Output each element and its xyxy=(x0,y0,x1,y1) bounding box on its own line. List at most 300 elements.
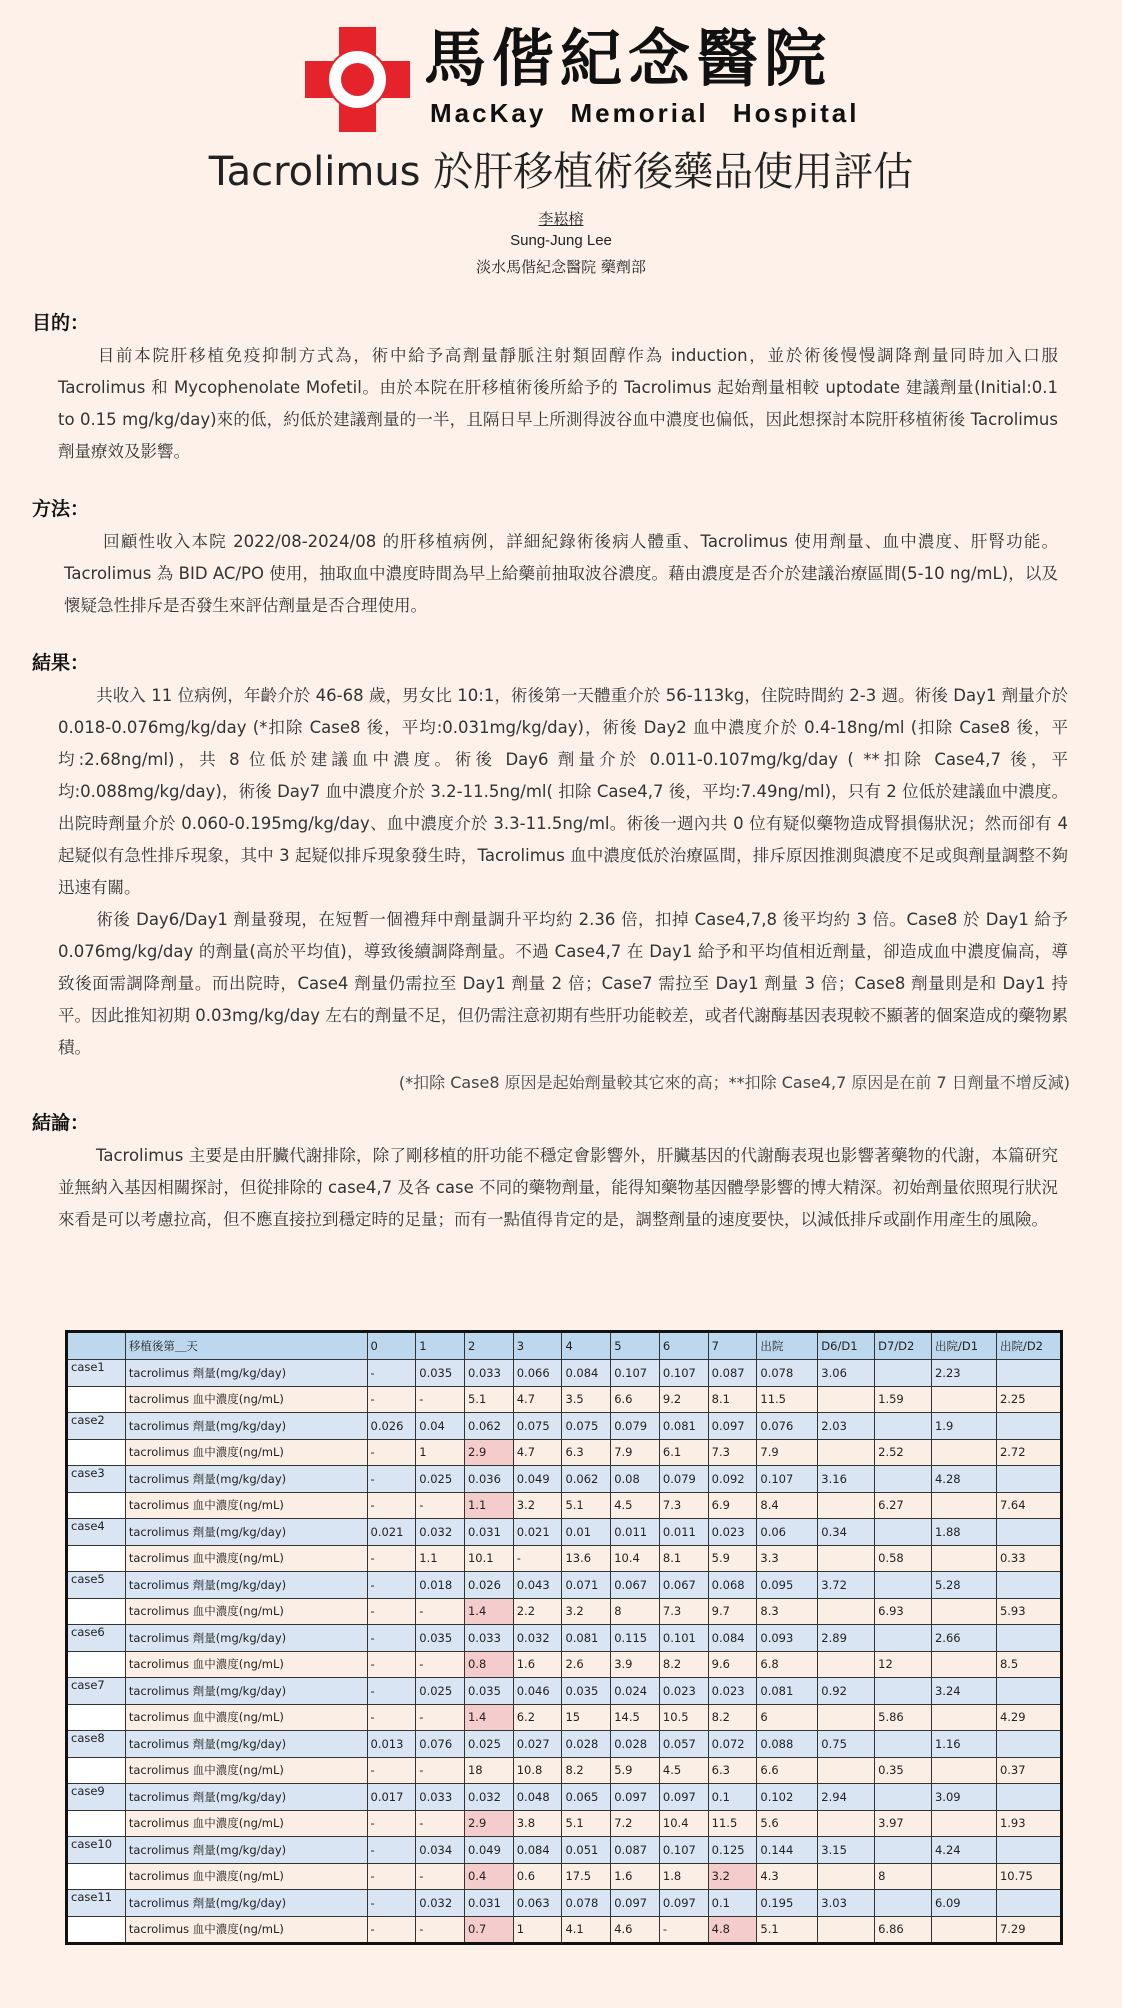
case-name-cell: case2 xyxy=(67,1413,126,1440)
table-cell: 7.29 xyxy=(996,1916,1061,1944)
results-text-2: 術後 Day6/Day1 劑量發現，在短暫一個禮拜中劑量調升平均約 2.36 倍，扣掉 Case4,7,8 後平均約 3 倍。Case8 於 Day1 給予 0.076mg/kg/day 的劑量(高於平均值)，導致後續調降劑量。不過 Case4,7 在 Day1 給予和平均值相近劑量，卻造成血中濃度偏高，導致後面需調降劑量。而出院時，Case4 劑量仍需拉至 Day1 劑量 2 倍；Case7 需拉至 Day1 劑量 3 倍；Case8 劑量則是和 Day1 持平。因此推知初期 0.03mg/kg/day 左右的劑量不足，但仍需注意初期有些肝功能較差，或者代謝酶基因表現較不顯著的個案造成的藥物累積。 xyxy=(58,910,1068,1057)
table-cell: 0.6 xyxy=(513,1863,562,1890)
table-row xyxy=(67,1572,1062,1599)
table-row xyxy=(67,1439,1062,1466)
table-cell: 5.86 xyxy=(875,1704,932,1731)
table-cell: 0.097 xyxy=(708,1413,757,1440)
table-cell: 0.067 xyxy=(611,1572,660,1599)
table-row xyxy=(67,1916,1062,1944)
table-cell: 0.4 xyxy=(464,1863,513,1890)
table-cell: 7.3 xyxy=(659,1598,708,1625)
dose-label-cell: tacrolimus 劑量(mg/kg/day) xyxy=(125,1784,367,1811)
table-cell xyxy=(818,1757,875,1784)
table-cell: 4.6 xyxy=(611,1916,660,1944)
concentration-label-cell: tacrolimus 血中濃度(ng/mL) xyxy=(125,1545,367,1572)
table-cell: 8.5 xyxy=(996,1651,1061,1678)
table-cell: 0.021 xyxy=(367,1519,416,1546)
table-cell: 4.8 xyxy=(708,1916,757,1944)
purpose-heading: 目的： xyxy=(32,312,90,334)
method-text: 回顧性收入本院 2022/08-2024/08 的肝移植病例，詳細紀錄術後病人體重、Tacrolimus 使用劑量、血中濃度、肝腎功能。Tacrolimus 為 BID AC/PO 使用，抽取血中濃度時間為早上給藥前抽取波谷濃度。藉由濃度是否介於建議治療區間(5-10 ng/mL)，以及懷疑急性排斥是否發生來評估劑量是否合理使用。 xyxy=(64,532,1058,615)
table-cell: 0.035 xyxy=(562,1678,611,1705)
table-cell: 17.5 xyxy=(562,1863,611,1890)
table-row xyxy=(67,1598,1062,1625)
table-cell: 0.033 xyxy=(464,1625,513,1652)
table-cell xyxy=(996,1519,1061,1546)
table-cell xyxy=(931,1386,996,1413)
case-name-cell: case9 xyxy=(67,1784,126,1811)
table-cell: 3.9 xyxy=(611,1651,660,1678)
case-name-cell xyxy=(67,1863,126,1890)
table-cell: - xyxy=(367,1545,416,1572)
table-cell: 0.34 xyxy=(818,1519,875,1546)
table-cell: 2.9 xyxy=(464,1439,513,1466)
table-header-cell: 3 xyxy=(513,1332,562,1360)
table-cell: 0.097 xyxy=(659,1890,708,1917)
table-cell: 0.084 xyxy=(562,1360,611,1387)
table-cell: 0.028 xyxy=(611,1731,660,1758)
table-cell: 3.2 xyxy=(562,1598,611,1625)
table-header-row xyxy=(67,1332,1062,1360)
dose-label-cell: tacrolimus 劑量(mg/kg/day) xyxy=(125,1360,367,1387)
table-cell: 8 xyxy=(875,1863,932,1890)
table-cell xyxy=(931,1863,996,1890)
table-cell xyxy=(875,1466,932,1493)
table-cell: 4.5 xyxy=(659,1757,708,1784)
table-cell: 0.032 xyxy=(416,1890,465,1917)
table-cell: 0.078 xyxy=(757,1360,818,1387)
table-cell: 3.8 xyxy=(513,1810,562,1837)
table-cell: 3.2 xyxy=(708,1863,757,1890)
table-cell: 0.8 xyxy=(464,1651,513,1678)
table-cell: 0.088 xyxy=(757,1731,818,1758)
table-header-cell: 出院/D2 xyxy=(996,1332,1061,1360)
table-cell: 0.023 xyxy=(659,1678,708,1705)
table-cell: 0.102 xyxy=(757,1784,818,1811)
dose-label-cell: tacrolimus 劑量(mg/kg/day) xyxy=(125,1466,367,1493)
results-heading: 結果： xyxy=(32,652,90,674)
table-cell: 1.8 xyxy=(659,1863,708,1890)
table-header-cell xyxy=(67,1332,126,1360)
page-title: Tacrolimus 於肝移植術後藥品使用評估 xyxy=(208,149,914,195)
table-cell: 0.072 xyxy=(708,1731,757,1758)
table-cell: 3.24 xyxy=(931,1678,996,1705)
table-cell: - xyxy=(367,1704,416,1731)
table-cell xyxy=(818,1492,875,1519)
method-heading: 方法： xyxy=(32,498,90,520)
table-cell: 0.049 xyxy=(464,1837,513,1864)
concentration-label-cell: tacrolimus 血中濃度(ng/mL) xyxy=(125,1598,367,1625)
table-cell: 9.2 xyxy=(659,1386,708,1413)
table-cell: 4.28 xyxy=(931,1466,996,1493)
table-cell: 6.09 xyxy=(931,1890,996,1917)
table-cell xyxy=(931,1810,996,1837)
table-cell: 0.084 xyxy=(708,1625,757,1652)
table-cell: 0.062 xyxy=(562,1466,611,1493)
table-header-cell: 7 xyxy=(708,1332,757,1360)
dose-label-cell: tacrolimus 劑量(mg/kg/day) xyxy=(125,1731,367,1758)
table-cell: 0.081 xyxy=(757,1678,818,1705)
conclusion-text: Tacrolimus 主要是由肝臟代謝排除，除了剛移植的肝功能不穩定會影響外，肝臟基因的代謝酶表現也影響著藥物的代謝，本篇研究並無納入基因相關探討，但從排除的 case4,7 及各 case 不同的藥物劑量，能得知藥物基因體學影響的博大精深。初始劑量依照現行狀況來看是可以考慮拉高，但不應直接拉到穩定時的足量；而有一點值得肯定的是，調整劑量的速度要快，以減低排斥或副作用產生的風險。 xyxy=(58,1146,1058,1229)
conclusion-paragraph xyxy=(58,1140,1058,1236)
table-cell: 3.06 xyxy=(818,1360,875,1387)
table-cell: 0.093 xyxy=(757,1625,818,1652)
case-name-cell: case10 xyxy=(67,1837,126,1864)
table-cell: 0.92 xyxy=(818,1678,875,1705)
table-cell: 0.087 xyxy=(611,1837,660,1864)
table-cell xyxy=(996,1413,1061,1440)
table-cell: 0.101 xyxy=(659,1625,708,1652)
table-cell: - xyxy=(367,1492,416,1519)
table-cell: 5.28 xyxy=(931,1572,996,1599)
table-cell: 8.3 xyxy=(757,1598,818,1625)
table-row xyxy=(67,1837,1062,1864)
table-cell: 1.1 xyxy=(416,1545,465,1572)
table-cell xyxy=(931,1439,996,1466)
table-cell: 0.046 xyxy=(513,1678,562,1705)
table-cell xyxy=(875,1413,932,1440)
table-header-cell: 出院/D1 xyxy=(931,1332,996,1360)
table-cell xyxy=(818,1598,875,1625)
table-cell xyxy=(931,1492,996,1519)
author-name-english: Sung-Jung Lee xyxy=(510,232,612,249)
table-cell: 0.115 xyxy=(611,1625,660,1652)
case-name-cell xyxy=(67,1651,126,1678)
table-cell: 0.025 xyxy=(416,1466,465,1493)
table-cell: - xyxy=(416,1810,465,1837)
table-cell: 6.1 xyxy=(659,1439,708,1466)
table-cell: - xyxy=(416,1757,465,1784)
table-cell: 7.9 xyxy=(757,1439,818,1466)
table-cell: 0.025 xyxy=(464,1731,513,1758)
table-cell: 4.7 xyxy=(513,1439,562,1466)
author-name-chinese: 李崧榕 xyxy=(538,210,584,228)
table-cell: 1.9 xyxy=(931,1413,996,1440)
table-cell: 8.1 xyxy=(708,1386,757,1413)
case-name-cell: case5 xyxy=(67,1572,126,1599)
table-cell: 3.2 xyxy=(513,1492,562,1519)
results-paragraph-1 xyxy=(58,680,1068,904)
hospital-header xyxy=(0,22,1122,132)
table-cell: - xyxy=(367,1625,416,1652)
table-cell: 0.013 xyxy=(367,1731,416,1758)
table-cell: 0.079 xyxy=(611,1413,660,1440)
table-row xyxy=(67,1466,1062,1493)
case-name-cell xyxy=(67,1598,126,1625)
dose-concentration-table xyxy=(65,1330,1063,1945)
table-cell: 0.011 xyxy=(659,1519,708,1546)
table-cell xyxy=(818,1439,875,1466)
table-cell xyxy=(996,1625,1061,1652)
table-cell: - xyxy=(367,1651,416,1678)
table-cell: 1.6 xyxy=(513,1651,562,1678)
table-cell: 7.3 xyxy=(708,1439,757,1466)
table-cell: - xyxy=(367,1916,416,1944)
table-cell: 10.1 xyxy=(464,1545,513,1572)
table-cell: 1.59 xyxy=(875,1386,932,1413)
case-name-cell: case4 xyxy=(67,1519,126,1546)
table-cell: 0.097 xyxy=(659,1784,708,1811)
concentration-label-cell: tacrolimus 血中濃度(ng/mL) xyxy=(125,1810,367,1837)
table-cell: 6.8 xyxy=(757,1651,818,1678)
table-cell: 3.72 xyxy=(818,1572,875,1599)
table-cell xyxy=(996,1572,1061,1599)
table-cell: 5.1 xyxy=(464,1386,513,1413)
dose-label-cell: tacrolimus 劑量(mg/kg/day) xyxy=(125,1572,367,1599)
table-cell: 0.081 xyxy=(659,1413,708,1440)
table-cell: 0.035 xyxy=(416,1625,465,1652)
table-cell: 4.5 xyxy=(611,1492,660,1519)
table-cell: 12 xyxy=(875,1651,932,1678)
dose-label-cell: tacrolimus 劑量(mg/kg/day) xyxy=(125,1625,367,1652)
table-cell: 2.52 xyxy=(875,1439,932,1466)
hospital-name-chinese: 馬偕紀念醫院 xyxy=(424,22,833,95)
table-cell xyxy=(996,1360,1061,1387)
table-cell xyxy=(818,1545,875,1572)
table-cell: 0.031 xyxy=(464,1519,513,1546)
table-cell: 10.75 xyxy=(996,1863,1061,1890)
table-cell: 0.081 xyxy=(562,1625,611,1652)
table-cell xyxy=(875,1731,932,1758)
table-cell: 5.9 xyxy=(708,1545,757,1572)
table-cell: 4.29 xyxy=(996,1704,1061,1731)
table-cell: 0.062 xyxy=(464,1413,513,1440)
table-cell: 0.048 xyxy=(513,1784,562,1811)
table-cell: 0.076 xyxy=(416,1731,465,1758)
case-name-cell: case8 xyxy=(67,1731,126,1758)
table-cell: 0.097 xyxy=(611,1784,660,1811)
table-cell: 2.9 xyxy=(464,1810,513,1837)
concentration-label-cell: tacrolimus 血中濃度(ng/mL) xyxy=(125,1757,367,1784)
dose-label-cell: tacrolimus 劑量(mg/kg/day) xyxy=(125,1678,367,1705)
table-cell: 6.2 xyxy=(513,1704,562,1731)
table-cell: 0.7 xyxy=(464,1916,513,1944)
table-cell: 10.4 xyxy=(659,1810,708,1837)
table-cell: - xyxy=(367,1810,416,1837)
table-cell: 6.9 xyxy=(708,1492,757,1519)
table-cell: 0.027 xyxy=(513,1731,562,1758)
table-cell: 2.23 xyxy=(931,1360,996,1387)
table-header-cell: D7/D2 xyxy=(875,1332,932,1360)
table-cell: 0.078 xyxy=(562,1890,611,1917)
table-cell: - xyxy=(367,1837,416,1864)
table-cell xyxy=(931,1704,996,1731)
table-cell: 6.27 xyxy=(875,1492,932,1519)
table-cell: 0.04 xyxy=(416,1413,465,1440)
table-cell: 0.032 xyxy=(464,1784,513,1811)
table-cell: - xyxy=(416,1916,465,1944)
table-cell: 9.6 xyxy=(708,1651,757,1678)
table-cell: 0.032 xyxy=(513,1625,562,1652)
table-cell: 5.9 xyxy=(611,1757,660,1784)
table-cell: 8.4 xyxy=(757,1492,818,1519)
method-paragraph xyxy=(64,526,1058,622)
table-cell: 5.1 xyxy=(562,1492,611,1519)
table-header-cell: 1 xyxy=(416,1332,465,1360)
table-cell xyxy=(818,1386,875,1413)
table-cell: 0.075 xyxy=(513,1413,562,1440)
table-cell: 6.86 xyxy=(875,1916,932,1944)
table-cell: - xyxy=(367,1757,416,1784)
table-cell: 0.026 xyxy=(367,1413,416,1440)
table-header-cell: 5 xyxy=(611,1332,660,1360)
table-cell: 0.057 xyxy=(659,1731,708,1758)
hospital-name-english: MacKay Memorial Hospital xyxy=(430,98,860,128)
table-cell xyxy=(875,1678,932,1705)
table-cell: 0.049 xyxy=(513,1466,562,1493)
table-cell: 8 xyxy=(611,1598,660,1625)
table-cell: 10.5 xyxy=(659,1704,708,1731)
table-row xyxy=(67,1731,1062,1758)
table-header-cell: 移植後第＿天 xyxy=(125,1332,367,1360)
table-cell xyxy=(875,1572,932,1599)
table-cell xyxy=(875,1784,932,1811)
case-name-cell xyxy=(67,1545,126,1572)
table-cell: - xyxy=(416,1386,465,1413)
table-row xyxy=(67,1413,1062,1440)
hospital-logo-icon xyxy=(305,27,410,132)
table-cell: 6 xyxy=(757,1704,818,1731)
table-header-cell: D6/D1 xyxy=(818,1332,875,1360)
table-row xyxy=(67,1890,1062,1917)
table-cell: 0.043 xyxy=(513,1572,562,1599)
table-cell: 5.1 xyxy=(562,1810,611,1837)
table-cell: 7.3 xyxy=(659,1492,708,1519)
table-row xyxy=(67,1360,1062,1387)
table-row xyxy=(67,1545,1062,1572)
table-cell: 0.097 xyxy=(611,1890,660,1917)
table-cell: 0.084 xyxy=(513,1837,562,1864)
table-cell: 4.1 xyxy=(562,1916,611,1944)
case-name-cell xyxy=(67,1386,126,1413)
dose-label-cell: tacrolimus 劑量(mg/kg/day) xyxy=(125,1890,367,1917)
table-cell: - xyxy=(367,1572,416,1599)
table-cell: 18 xyxy=(464,1757,513,1784)
table-cell: 0.092 xyxy=(708,1466,757,1493)
table-cell: 0.023 xyxy=(708,1519,757,1546)
case-name-cell: case6 xyxy=(67,1625,126,1652)
purpose-text: 目前本院肝移植免疫抑制方式為，術中給予高劑量靜脈注射類固醇作為 induction，並於術後慢慢調降劑量同時加入口服 Tacrolimus 和 Mycophenolate Mofetil。由於本院在肝移植術後所給予的 Tacrolimus 起始劑量相較 uptodate 建議劑量(Initial:0.1 to 0.15 mg/kg/day)來的低，約低於建議劑量的一半，且隔日早上所測得波谷血中濃度也偏低，因此想探討本院肝移植術後 Tacrolimus 劑量療效及影響。 xyxy=(58,346,1058,461)
table-row xyxy=(67,1784,1062,1811)
table-cell: 8.2 xyxy=(659,1651,708,1678)
table-cell: 1.4 xyxy=(464,1704,513,1731)
table-cell: 0.37 xyxy=(996,1757,1061,1784)
table-header-cell: 6 xyxy=(659,1332,708,1360)
table-cell: 10.8 xyxy=(513,1757,562,1784)
table-cell: 0.033 xyxy=(464,1360,513,1387)
table-header-cell: 出院 xyxy=(757,1332,818,1360)
table-cell: 0.028 xyxy=(562,1731,611,1758)
concentration-label-cell: tacrolimus 血中濃度(ng/mL) xyxy=(125,1863,367,1890)
table-cell: 5.1 xyxy=(757,1916,818,1944)
table-cell: - xyxy=(416,1492,465,1519)
table-cell: 0.036 xyxy=(464,1466,513,1493)
table-header-cell: 0 xyxy=(367,1332,416,1360)
table-row xyxy=(67,1678,1062,1705)
author-affiliation: 淡水馬偕紀念醫院 藥劑部 xyxy=(476,258,646,276)
table-cell: - xyxy=(416,1598,465,1625)
table-cell: 0.087 xyxy=(708,1360,757,1387)
table-cell: 0.033 xyxy=(416,1784,465,1811)
table-cell: 0.035 xyxy=(464,1678,513,1705)
table-cell: 14.5 xyxy=(611,1704,660,1731)
table-cell: 0.144 xyxy=(757,1837,818,1864)
table-cell: 6.6 xyxy=(611,1386,660,1413)
table-cell: 0.107 xyxy=(611,1360,660,1387)
table-cell xyxy=(875,1360,932,1387)
table-cell xyxy=(818,1810,875,1837)
table-cell: 3.3 xyxy=(757,1545,818,1572)
table-cell: - xyxy=(416,1704,465,1731)
table-cell: 0.023 xyxy=(708,1678,757,1705)
table-cell: 7.9 xyxy=(611,1439,660,1466)
results-paragraph-2 xyxy=(58,904,1068,1064)
table-cell: 0.08 xyxy=(611,1466,660,1493)
table-cell: 0.068 xyxy=(708,1572,757,1599)
table-cell xyxy=(996,1784,1061,1811)
table-cell: 2.66 xyxy=(931,1625,996,1652)
table-cell: 0.107 xyxy=(659,1837,708,1864)
table-cell: 5.93 xyxy=(996,1598,1061,1625)
concentration-label-cell: tacrolimus 血中濃度(ng/mL) xyxy=(125,1651,367,1678)
table-cell: 8.2 xyxy=(708,1704,757,1731)
table-row xyxy=(67,1863,1062,1890)
table-cell xyxy=(996,1837,1061,1864)
table-cell: 0.125 xyxy=(708,1837,757,1864)
table-cell: 11.5 xyxy=(757,1386,818,1413)
table-cell: 3.16 xyxy=(818,1466,875,1493)
case-name-cell xyxy=(67,1810,126,1837)
table-cell: - xyxy=(659,1916,708,1944)
table-cell: 0.1 xyxy=(708,1784,757,1811)
table-row xyxy=(67,1519,1062,1546)
case-name-cell xyxy=(67,1439,126,1466)
table-cell: 8.2 xyxy=(562,1757,611,1784)
case-name-cell: case7 xyxy=(67,1678,126,1705)
table-cell: 0.011 xyxy=(611,1519,660,1546)
table-cell xyxy=(931,1598,996,1625)
case-name-cell xyxy=(67,1757,126,1784)
table-cell: 7.64 xyxy=(996,1492,1061,1519)
table-cell: 1.4 xyxy=(464,1598,513,1625)
table-cell: - xyxy=(416,1863,465,1890)
table-cell: 0.034 xyxy=(416,1837,465,1864)
table-cell: 3.5 xyxy=(562,1386,611,1413)
table-cell: - xyxy=(367,1678,416,1705)
table-cell: 0.107 xyxy=(659,1360,708,1387)
table-cell xyxy=(996,1890,1061,1917)
table-cell: 0.035 xyxy=(416,1360,465,1387)
table-cell xyxy=(818,1916,875,1944)
table-cell: 0.063 xyxy=(513,1890,562,1917)
table-cell: 2.25 xyxy=(996,1386,1061,1413)
table-cell: - xyxy=(513,1545,562,1572)
table-cell: 0.032 xyxy=(416,1519,465,1546)
table-cell: 7.2 xyxy=(611,1810,660,1837)
table-cell: - xyxy=(367,1598,416,1625)
table-cell: 6.6 xyxy=(757,1757,818,1784)
table-cell: 0.065 xyxy=(562,1784,611,1811)
table-cell: 2.2 xyxy=(513,1598,562,1625)
table-cell xyxy=(996,1678,1061,1705)
table-cell: - xyxy=(367,1360,416,1387)
table-cell: - xyxy=(367,1439,416,1466)
table-cell: - xyxy=(367,1890,416,1917)
table-cell: 0.071 xyxy=(562,1572,611,1599)
table-cell: 0.107 xyxy=(757,1466,818,1493)
table-cell: 0.01 xyxy=(562,1519,611,1546)
table-cell xyxy=(818,1651,875,1678)
table-cell: 3.03 xyxy=(818,1890,875,1917)
